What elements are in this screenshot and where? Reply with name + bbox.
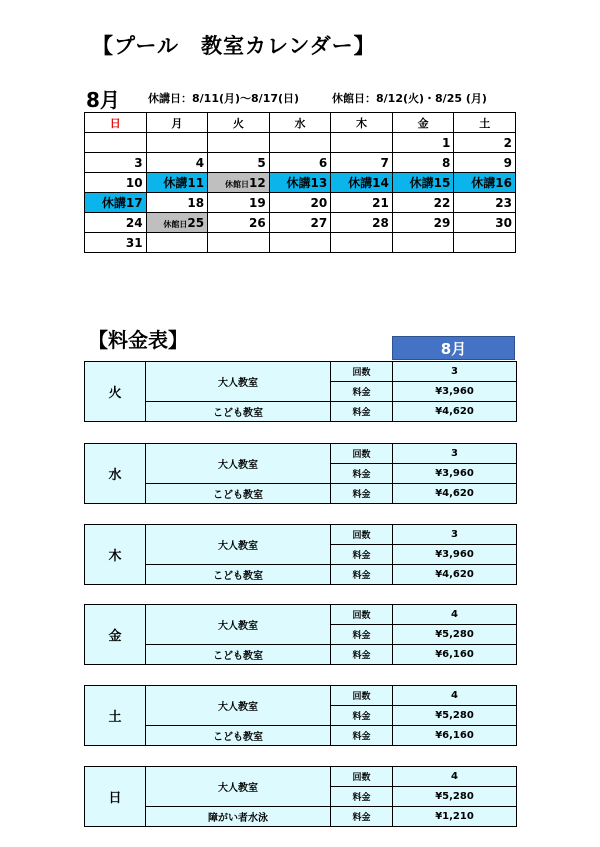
calendar-day [85, 213, 147, 233]
price-label: 料金 [331, 464, 393, 484]
calendar-week [85, 213, 516, 233]
fee-price: ¥3,960 [393, 545, 517, 565]
day-number: 5 [257, 155, 266, 170]
calendar-week [85, 153, 516, 173]
weekday-header: 月 [146, 113, 208, 133]
calendar-week [85, 233, 516, 253]
fee-price: ¥5,280 [393, 625, 517, 645]
price-label: 料金 [331, 726, 393, 746]
price-label: 料金 [331, 706, 393, 726]
day-number: 10 [125, 175, 143, 190]
fee-day: 土 [85, 686, 146, 746]
day-number: 2 [503, 135, 512, 150]
lesson-count: 4 [393, 767, 517, 787]
fee-price: ¥4,620 [393, 565, 517, 585]
calendar-day [392, 133, 454, 153]
fee-class-name: こども教室 [146, 484, 331, 504]
fee-table [84, 443, 517, 504]
holiday-label: 休館日 [163, 219, 188, 229]
calendar-table [84, 112, 516, 253]
calendar-day [85, 173, 147, 193]
calendar-week [85, 133, 516, 153]
price-label: 料金 [331, 807, 393, 827]
calendar-day [208, 173, 270, 193]
day-number: 4 [195, 155, 205, 170]
holiday-notice: 休館日：8/12(火)・8/25 (月) [332, 92, 487, 105]
day-number: 12 [248, 175, 266, 190]
day-number: 11 [187, 176, 205, 190]
fee-table [84, 361, 517, 422]
price-label: 料金 [331, 787, 393, 807]
calendar-day [269, 153, 331, 173]
calendar-day [331, 233, 393, 253]
count-label: 回数 [331, 686, 393, 706]
closure-label: 休講 [286, 176, 311, 190]
calendar-day [454, 213, 516, 233]
lesson-count: 3 [393, 444, 517, 464]
day-number: 16 [495, 176, 512, 190]
lesson-count: 4 [393, 686, 517, 706]
fee-day: 金 [85, 605, 146, 665]
weekday-header-row [85, 113, 516, 133]
calendar-day [208, 133, 270, 153]
weekday-header: 日 [85, 113, 147, 133]
fee-price: ¥4,620 [393, 402, 517, 422]
lesson-count: 4 [393, 605, 517, 625]
holiday-label: 休館日 [224, 179, 249, 189]
weekday-header: 火 [208, 113, 270, 133]
day-number: 30 [495, 215, 512, 230]
day-number: 28 [372, 215, 389, 230]
day-number: 31 [125, 235, 143, 250]
fee-table [84, 604, 517, 665]
calendar-day [146, 153, 208, 173]
count-label: 回数 [331, 767, 393, 787]
weekday-header: 金 [392, 113, 454, 133]
calendar-day [454, 193, 516, 213]
fee-table [84, 685, 517, 746]
calendar-day [85, 193, 147, 213]
fee-price: ¥3,960 [393, 382, 517, 402]
calendar-day [208, 213, 270, 233]
fee-class-name: こども教室 [146, 645, 331, 665]
calendar-day [146, 173, 208, 193]
fee-class-name: こども教室 [146, 402, 331, 422]
fee-class-name: こども教室 [146, 726, 331, 746]
fee-class-name: 大人教室 [146, 444, 331, 484]
calendar-day [85, 153, 147, 173]
fee-class-name: 大人教室 [146, 605, 331, 645]
closure-label: 休講 [101, 196, 126, 210]
count-label: 回数 [331, 525, 393, 545]
calendar-month: 8月 [86, 88, 120, 112]
fee-price: ¥4,620 [393, 484, 517, 504]
fee-day: 日 [85, 767, 146, 827]
calendar-day [454, 133, 516, 153]
closure-label: 休講 [471, 176, 496, 190]
day-number: 24 [125, 215, 143, 230]
price-label: 料金 [331, 402, 393, 422]
calendar-day [454, 153, 516, 173]
calendar-day [269, 213, 331, 233]
calendar-day [146, 133, 208, 153]
day-number: 6 [318, 155, 328, 170]
calendar-day [392, 193, 454, 213]
calendar-day [454, 173, 516, 193]
calendar-day [392, 153, 454, 173]
price-label: 料金 [331, 484, 393, 504]
weekday-header: 木 [331, 113, 393, 133]
day-number: 29 [433, 215, 451, 230]
fee-table-title: 【料金表】 [88, 328, 188, 352]
calendar-day [392, 173, 454, 193]
calendar-day [269, 233, 331, 253]
calendar-day [208, 233, 270, 253]
fee-price: ¥5,280 [393, 787, 517, 807]
calendar-day [146, 213, 208, 233]
fee-class-name: 障がい者水泳 [146, 807, 331, 827]
closure-notice: 休講日：8/11(月)～8/17(日) [148, 92, 300, 105]
calendar-week [85, 173, 516, 193]
day-number: 13 [310, 176, 328, 190]
day-number: 1 [442, 135, 451, 150]
fee-table [84, 524, 517, 585]
fee-class-name: 大人教室 [146, 525, 331, 565]
fee-price: ¥1,210 [393, 807, 517, 827]
day-number: 27 [310, 215, 328, 230]
calendar-day [331, 153, 393, 173]
day-number: 23 [495, 195, 512, 210]
day-number: 19 [248, 195, 266, 210]
day-number: 22 [433, 195, 451, 210]
day-number: 25 [187, 215, 205, 230]
calendar-day [269, 193, 331, 213]
day-number: 21 [372, 195, 389, 210]
fee-day: 水 [85, 444, 146, 504]
calendar-day [269, 133, 331, 153]
price-label: 料金 [331, 625, 393, 645]
fee-price: ¥3,960 [393, 464, 517, 484]
weekday-header: 水 [269, 113, 331, 133]
calendar-day [85, 233, 147, 253]
calendar-day [208, 193, 270, 213]
fee-class-name: 大人教室 [146, 686, 331, 726]
fee-day: 火 [85, 362, 146, 422]
day-number: 7 [380, 155, 389, 170]
day-number: 9 [503, 155, 512, 170]
calendar-day [208, 153, 270, 173]
day-number: 3 [134, 155, 143, 170]
closure-label: 休講 [409, 176, 434, 190]
fee-class-name: 大人教室 [146, 767, 331, 807]
calendar-day [146, 233, 208, 253]
day-number: 20 [310, 195, 328, 210]
fee-price: ¥6,160 [393, 645, 517, 665]
calendar-day [392, 233, 454, 253]
calendar-day [392, 213, 454, 233]
fee-price: ¥6,160 [393, 726, 517, 746]
day-number: 14 [372, 176, 389, 190]
day-number: 8 [442, 155, 451, 170]
count-label: 回数 [331, 444, 393, 464]
calendar-day [146, 193, 208, 213]
price-label: 料金 [331, 645, 393, 665]
price-label: 料金 [331, 545, 393, 565]
fee-class-name: 大人教室 [146, 362, 331, 402]
price-label: 料金 [331, 382, 393, 402]
lesson-count: 3 [393, 362, 517, 382]
weekday-header: 土 [454, 113, 516, 133]
calendar-day [331, 193, 393, 213]
calendar-week [85, 193, 516, 213]
day-number: 26 [248, 215, 266, 230]
fee-month-header: 8月 [392, 336, 515, 360]
day-number: 15 [433, 176, 451, 190]
calendar-day [331, 213, 393, 233]
count-label: 回数 [331, 362, 393, 382]
calendar-day [269, 173, 331, 193]
calendar-day [331, 133, 393, 153]
day-number: 18 [187, 195, 205, 210]
calendar-day [454, 233, 516, 253]
lesson-count: 3 [393, 525, 517, 545]
day-number: 17 [125, 196, 143, 210]
fee-price: ¥5,280 [393, 706, 517, 726]
calendar-day [331, 173, 393, 193]
count-label: 回数 [331, 605, 393, 625]
fee-day: 木 [85, 525, 146, 585]
price-label: 料金 [331, 565, 393, 585]
calendar-day [85, 133, 147, 153]
fee-table [84, 766, 517, 827]
closure-label: 休講 [348, 176, 373, 190]
closure-label: 休講 [163, 176, 188, 190]
fee-class-name: こども教室 [146, 565, 331, 585]
page-title: 【プール 教室カレンダー】 [92, 34, 376, 58]
